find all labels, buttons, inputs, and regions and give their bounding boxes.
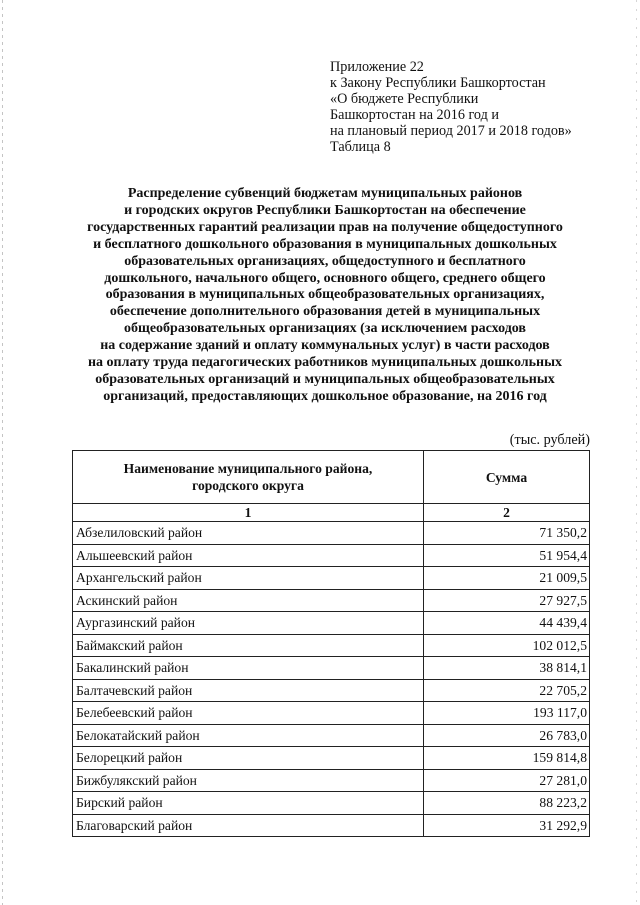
document-title: [60, 186, 590, 406]
table-row: [73, 679, 590, 702]
district-sum: 27 927,5: [424, 589, 590, 612]
table-row: [73, 589, 590, 612]
appendix-block: [330, 59, 630, 155]
table-row: [73, 702, 590, 725]
appendix-line: Таблица 8: [330, 139, 391, 155]
table-row: [73, 747, 590, 770]
district-sum: 21 009,5: [424, 567, 590, 590]
district-name: Белебеевский район: [73, 702, 424, 725]
title-line: и городских округов Республики Башкортостан на обеспечение: [124, 202, 526, 218]
column-number-row: [73, 504, 590, 522]
table-row: [73, 814, 590, 837]
table-row: [73, 769, 590, 792]
table-row: [73, 567, 590, 590]
district-sum: 31 292,9: [424, 814, 590, 837]
title-line: образования в муниципальных общеобразовательных организациях,: [105, 287, 545, 303]
district-sum: 38 814,1: [424, 657, 590, 680]
district-name: Баймакский район: [73, 634, 424, 657]
district-sum: 51 954,4: [424, 544, 590, 567]
title-line: и бесплатного дошкольного образования в муниципальных дошкольных: [93, 236, 557, 252]
district-name: Белорецкий район: [73, 747, 424, 770]
district-sum: 88 223,2: [424, 792, 590, 815]
header-name-line: Наименование муниципального района,: [123, 461, 373, 476]
title-line: на содержание зданий и оплату коммунальных услуг) в части расходов: [100, 338, 550, 354]
units-label: (тыс. рублей): [509, 432, 590, 448]
district-sum: 159 814,8: [424, 747, 590, 770]
header-name-cell: [73, 451, 424, 504]
district-name: Балтачевский район: [73, 679, 424, 702]
appendix-line: «О бюджете Республики: [330, 91, 479, 107]
district-name: Бижбулякский район: [73, 769, 424, 792]
table-row: [73, 634, 590, 657]
district-sum: 102 012,5: [424, 634, 590, 657]
table-row: [73, 657, 590, 680]
district-name: Абзелиловский район: [73, 522, 424, 545]
table-header-row: [73, 451, 590, 504]
district-sum: 26 783,0: [424, 724, 590, 747]
header-sum-cell: Сумма: [424, 451, 590, 504]
district-name: Бакалинский район: [73, 657, 424, 680]
table-row: [73, 792, 590, 815]
district-sum: 22 705,2: [424, 679, 590, 702]
district-sum: 27 281,0: [424, 769, 590, 792]
district-sum: 71 350,2: [424, 522, 590, 545]
title-line: организаций, предоставляющих дошкольное образование, на 2016 год: [103, 388, 547, 404]
table-row: [73, 724, 590, 747]
appendix-line: на плановый период 2017 и 2018 годов»: [330, 123, 572, 139]
title-line: Распределение субвенций бюджетам муниципальных районов: [127, 186, 523, 201]
scan-edge-right: [636, 0, 637, 905]
subvention-table: [72, 450, 590, 837]
district-name: Аургазинский район: [73, 612, 424, 635]
title-line: общеобразовательных организациях (за исключением расходов: [124, 321, 526, 337]
appendix-line: к Закону Республики Башкортостан: [330, 75, 546, 91]
column-number: 2: [424, 504, 590, 522]
district-name: Благоварский район: [73, 814, 424, 837]
district-name: Бирский район: [73, 792, 424, 815]
table-row: [73, 612, 590, 635]
title-line: образовательных организаций и муниципальных общеобразовательных: [95, 371, 555, 387]
scan-edge-left: [2, 0, 3, 905]
column-number: 1: [73, 504, 424, 522]
district-sum: 193 117,0: [424, 702, 590, 725]
appendix-line: Башкортостан на 2016 год и: [330, 107, 499, 123]
table-row: [73, 544, 590, 567]
title-line: на оплату труда педагогических работников муниципальных дошкольных: [87, 355, 563, 371]
table-row: [73, 522, 590, 545]
district-name: Архангельский район: [73, 567, 424, 590]
district-name: Альшеевский район: [73, 544, 424, 567]
appendix-line: Приложение 22: [330, 59, 424, 75]
title-line: дошкольного, начального общего, основного общего, среднего общего: [104, 270, 546, 286]
district-name: Аскинский район: [73, 589, 424, 612]
title-line: государственных гарантий реализации прав на получение общедоступного: [87, 219, 563, 235]
district-sum: 44 439,4: [424, 612, 590, 635]
title-line: образовательных организациях, общедоступного и бесплатного: [124, 253, 526, 269]
district-name: Белокатайский район: [73, 724, 424, 747]
header-name-line: городского округа: [192, 478, 304, 493]
title-line: обеспечение дополнительного образования детей в муниципальных: [109, 304, 541, 320]
